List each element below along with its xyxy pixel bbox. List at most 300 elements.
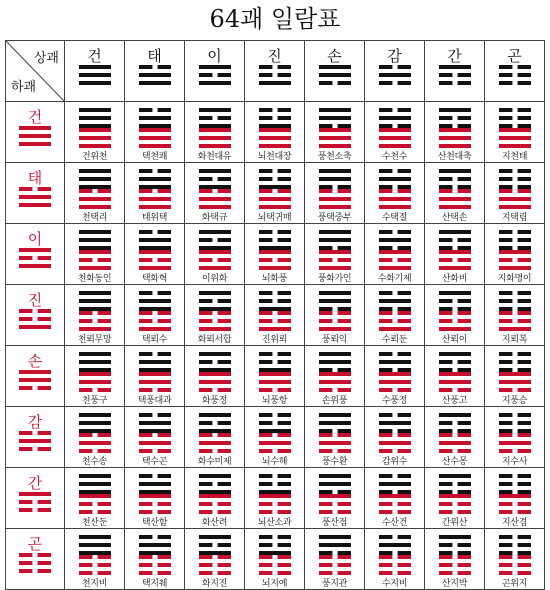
- hexagram-cell: [425, 346, 485, 407]
- hexagram-cell: [125, 224, 185, 285]
- row-trigram-name: 손: [27, 352, 43, 370]
- hexagram-cell: [425, 102, 485, 163]
- upper-trigram-symbol: [199, 108, 231, 128]
- hexagram-name: 수풍정: [381, 396, 408, 406]
- hexagram-cell: [185, 468, 245, 529]
- lower-trigram-symbol: [439, 372, 471, 392]
- lower-trigram-symbol: [139, 189, 171, 209]
- hexagram-name: 화풍정: [201, 396, 228, 406]
- hexagram-name: 풍지관: [321, 579, 348, 589]
- upper-trigram-symbol: [499, 230, 531, 250]
- column-trigram-name: 이: [207, 47, 222, 65]
- upper-trigram-symbol: [319, 535, 351, 555]
- lower-trigram-symbol: [499, 250, 531, 270]
- upper-trigram-symbol: [379, 169, 411, 189]
- hexagram-name: 화수미제: [197, 457, 232, 467]
- hexagram-cell: [305, 285, 365, 346]
- hexagram-cell: [425, 163, 485, 224]
- lower-trigram-symbol: [259, 128, 291, 148]
- upper-trigram-symbol: [259, 108, 291, 128]
- hexagram-cell: [305, 163, 365, 224]
- upper-trigram-symbol: [79, 65, 111, 85]
- column-header: [245, 41, 305, 102]
- row-header: [6, 468, 65, 529]
- hexagram-table: [5, 40, 545, 590]
- lower-trigram-symbol: [79, 372, 111, 392]
- hexagram-cell: [245, 102, 305, 163]
- row-header: [6, 285, 65, 346]
- hexagram-name: 간위산: [441, 518, 468, 528]
- hexagram-cell: [305, 468, 365, 529]
- hexagram-name: 뇌화풍: [261, 274, 288, 284]
- lower-trigram-symbol: [19, 370, 51, 390]
- row-header: [6, 224, 65, 285]
- upper-trigram-symbol: [79, 413, 111, 433]
- hexagram-name: 천지비: [81, 579, 108, 589]
- table-row: [6, 468, 545, 529]
- upper-trigram-symbol: [259, 535, 291, 555]
- column-trigram-name: 간: [447, 47, 462, 65]
- hexagram-name: 손위풍: [321, 396, 348, 406]
- hexagram-cell: [485, 468, 545, 529]
- lower-trigram-symbol: [319, 189, 351, 209]
- hexagram-name: 택풍대과: [137, 396, 172, 406]
- hexagram-name: 수뢰둔: [381, 335, 408, 345]
- lower-trigram-symbol: [19, 492, 51, 512]
- lower-trigram-symbol: [139, 128, 171, 148]
- upper-trigram-symbol: [319, 169, 351, 189]
- hexagram-cell: [365, 346, 425, 407]
- upper-trigram-symbol: [379, 65, 411, 85]
- lower-trigram-symbol: [319, 494, 351, 514]
- lower-trigram-label: 하괘: [11, 80, 37, 95]
- lower-trigram-symbol: [319, 311, 351, 331]
- lower-trigram-symbol: [139, 250, 171, 270]
- upper-trigram-symbol: [139, 291, 171, 311]
- row-header: [6, 163, 65, 224]
- hexagram-cell: [365, 163, 425, 224]
- hexagram-name: 화천대유: [197, 152, 232, 162]
- upper-trigram-symbol: [259, 230, 291, 250]
- lower-trigram-symbol: [79, 311, 111, 331]
- upper-trigram-symbol: [499, 108, 531, 128]
- upper-trigram-symbol: [379, 352, 411, 372]
- column-trigram-name: 손: [327, 47, 342, 65]
- hexagram-name: 지천태: [501, 152, 528, 162]
- upper-trigram-symbol: [79, 169, 111, 189]
- hexagram-cell: [485, 285, 545, 346]
- lower-trigram-symbol: [319, 250, 351, 270]
- upper-trigram-symbol: [139, 474, 171, 494]
- hexagram-cell: [65, 285, 125, 346]
- lower-trigram-symbol: [379, 128, 411, 148]
- upper-trigram-symbol: [499, 535, 531, 555]
- hexagram-name: 수산건: [381, 518, 408, 528]
- row-trigram-name: 진: [27, 291, 43, 309]
- upper-trigram-symbol: [439, 291, 471, 311]
- row-header: [6, 102, 65, 163]
- hexagram-cell: [185, 346, 245, 407]
- hexagram-cell: [245, 468, 305, 529]
- hexagram-cell: [365, 529, 425, 590]
- lower-trigram-symbol: [439, 494, 471, 514]
- lower-trigram-symbol: [499, 433, 531, 453]
- page-title: 64괘 일람표: [209, 5, 341, 33]
- upper-trigram-symbol: [139, 230, 171, 250]
- upper-trigram-symbol: [259, 352, 291, 372]
- lower-trigram-symbol: [259, 311, 291, 331]
- upper-trigram-symbol: [379, 474, 411, 494]
- hexagram-name: 화뢰서합: [197, 335, 232, 345]
- upper-trigram-symbol: [79, 535, 111, 555]
- hexagram-cell: [425, 529, 485, 590]
- upper-trigram-symbol: [499, 65, 531, 85]
- row-trigram-name: 곤: [27, 535, 43, 553]
- column-trigram-name: 진: [267, 47, 282, 65]
- hexagram-cell: [485, 407, 545, 468]
- hexagram-cell: [65, 224, 125, 285]
- lower-trigram-symbol: [19, 553, 51, 573]
- hexagram-cell: [185, 407, 245, 468]
- hexagram-name: 뇌풍항: [261, 396, 288, 406]
- upper-trigram-symbol: [499, 169, 531, 189]
- hexagram-cell: [125, 285, 185, 346]
- table-row: [6, 163, 545, 224]
- lower-trigram-symbol: [139, 311, 171, 331]
- upper-trigram-symbol: [259, 65, 291, 85]
- hexagram-cell: [485, 224, 545, 285]
- table-row: [6, 346, 545, 407]
- upper-trigram-symbol: [499, 413, 531, 433]
- hexagram-name: 지택림: [501, 213, 528, 223]
- upper-trigram-symbol: [139, 352, 171, 372]
- upper-trigram-symbol: [439, 352, 471, 372]
- upper-trigram-symbol: [199, 474, 231, 494]
- hexagram-name: 택지췌: [141, 579, 168, 589]
- hexagram-name: 뇌수해: [261, 457, 288, 467]
- hexagram-cell: [425, 407, 485, 468]
- upper-trigram-symbol: [319, 230, 351, 250]
- hexagram-cell: [65, 468, 125, 529]
- hexagram-name: 감위수: [381, 457, 408, 467]
- hexagram-name: 풍택중부: [317, 213, 352, 223]
- hexagram-name: 지뢰복: [501, 335, 528, 345]
- upper-trigram-symbol: [439, 65, 471, 85]
- lower-trigram-symbol: [79, 555, 111, 575]
- table-row: [6, 529, 545, 590]
- hexagram-cell: [485, 102, 545, 163]
- hexagram-name: 택산함: [141, 518, 168, 528]
- lower-trigram-symbol: [199, 555, 231, 575]
- hexagram-cell: [65, 163, 125, 224]
- column-trigram-name: 감: [387, 47, 402, 65]
- lower-trigram-symbol: [499, 189, 531, 209]
- lower-trigram-symbol: [19, 309, 51, 329]
- lower-trigram-symbol: [199, 250, 231, 270]
- hexagram-name: 택수곤: [141, 457, 168, 467]
- hexagram-cell: [185, 285, 245, 346]
- upper-trigram-symbol: [199, 230, 231, 250]
- lower-trigram-symbol: [79, 433, 111, 453]
- lower-trigram-symbol: [439, 311, 471, 331]
- hexagram-cell: [485, 529, 545, 590]
- hexagram-name: 산천대축: [437, 152, 472, 162]
- lower-trigram-symbol: [379, 189, 411, 209]
- hexagram-name: 풍화가인: [317, 274, 352, 284]
- upper-trigram-symbol: [79, 474, 111, 494]
- hexagram-name: 천산둔: [81, 518, 108, 528]
- hexagram-name: 택뢰수: [141, 335, 168, 345]
- lower-trigram-symbol: [139, 433, 171, 453]
- upper-trigram-symbol: [139, 169, 171, 189]
- lower-trigram-symbol: [19, 248, 51, 268]
- upper-trigram-symbol: [319, 474, 351, 494]
- hexagram-cell: [365, 102, 425, 163]
- lower-trigram-symbol: [439, 555, 471, 575]
- hexagram-cell: [245, 224, 305, 285]
- lower-trigram-symbol: [199, 433, 231, 453]
- hexagram-cell: [245, 346, 305, 407]
- row-header: [6, 407, 65, 468]
- upper-trigram-symbol: [499, 291, 531, 311]
- upper-trigram-symbol: [199, 535, 231, 555]
- hexagram-cell: [365, 468, 425, 529]
- lower-trigram-symbol: [79, 128, 111, 148]
- hexagram-cell: [65, 102, 125, 163]
- upper-trigram-symbol: [499, 352, 531, 372]
- lower-trigram-symbol: [139, 494, 171, 514]
- upper-trigram-symbol: [79, 108, 111, 128]
- table-row: [6, 224, 545, 285]
- upper-trigram-symbol: [139, 65, 171, 85]
- hexagram-name: 산수몽: [441, 457, 468, 467]
- table-row: [6, 407, 545, 468]
- hexagram-name: 지수사: [501, 457, 528, 467]
- hexagram-name: 화택규: [201, 213, 228, 223]
- hexagram-cell: [125, 407, 185, 468]
- lower-trigram-symbol: [319, 128, 351, 148]
- hexagram-name: 지산겸: [501, 518, 528, 528]
- row-trigram-name: 간: [27, 474, 43, 492]
- lower-trigram-symbol: [379, 494, 411, 514]
- lower-trigram-symbol: [379, 433, 411, 453]
- lower-trigram-symbol: [439, 128, 471, 148]
- lower-trigram-symbol: [79, 494, 111, 514]
- hexagram-name: 이위화: [201, 274, 228, 284]
- lower-trigram-symbol: [439, 189, 471, 209]
- upper-trigram-symbol: [319, 65, 351, 85]
- hexagram-name: 수택절: [381, 213, 408, 223]
- hexagram-name: 천풍구: [81, 396, 108, 406]
- upper-trigram-symbol: [379, 291, 411, 311]
- hexagram-cell: [425, 224, 485, 285]
- lower-trigram-symbol: [79, 189, 111, 209]
- upper-trigram-symbol: [79, 352, 111, 372]
- column-header: [365, 41, 425, 102]
- hexagram-cell: [305, 102, 365, 163]
- upper-trigram-symbol: [199, 352, 231, 372]
- upper-trigram-symbol: [139, 535, 171, 555]
- lower-trigram-symbol: [439, 433, 471, 453]
- lower-trigram-symbol: [439, 250, 471, 270]
- hexagram-cell: [185, 102, 245, 163]
- row-trigram-name: 이: [27, 230, 43, 248]
- upper-trigram-symbol: [139, 108, 171, 128]
- upper-trigram-symbol: [439, 413, 471, 433]
- hexagram-name: 풍산점: [321, 518, 348, 528]
- upper-trigram-symbol: [439, 169, 471, 189]
- lower-trigram-symbol: [19, 187, 51, 207]
- hexagram-name: 풍뢰익: [321, 335, 348, 345]
- lower-trigram-symbol: [199, 494, 231, 514]
- upper-trigram-symbol: [319, 413, 351, 433]
- hexagram-cell: [125, 163, 185, 224]
- hexagram-name: 건위천: [81, 152, 108, 162]
- lower-trigram-symbol: [139, 555, 171, 575]
- lower-trigram-symbol: [19, 126, 51, 146]
- hexagram-cell: [485, 346, 545, 407]
- hexagram-cell: [245, 529, 305, 590]
- column-header: [485, 41, 545, 102]
- upper-trigram-symbol: [319, 352, 351, 372]
- hexagram-cell: [125, 102, 185, 163]
- hexagram-name: 뇌지예: [261, 579, 288, 589]
- upper-trigram-symbol: [259, 169, 291, 189]
- upper-trigram-symbol: [199, 65, 231, 85]
- hexagram-name: 풍천소축: [317, 152, 352, 162]
- lower-trigram-symbol: [319, 372, 351, 392]
- lower-trigram-symbol: [199, 311, 231, 331]
- upper-trigram-symbol: [199, 291, 231, 311]
- hexagram-cell: [125, 529, 185, 590]
- row-trigram-name: 건: [27, 108, 43, 126]
- hexagram-name: 곤위지: [501, 579, 528, 589]
- lower-trigram-symbol: [499, 128, 531, 148]
- hexagram-name: 천화동인: [77, 274, 112, 284]
- hexagram-cell: [425, 468, 485, 529]
- column-trigram-name: 태: [147, 47, 162, 65]
- lower-trigram-symbol: [259, 189, 291, 209]
- lower-trigram-symbol: [199, 372, 231, 392]
- hexagram-cell: [125, 346, 185, 407]
- upper-trigram-symbol: [79, 291, 111, 311]
- hexagram-name: 지풍승: [501, 396, 528, 406]
- upper-trigram-label: 상괘: [33, 51, 59, 66]
- lower-trigram-symbol: [379, 311, 411, 331]
- corner-cell: [6, 41, 65, 102]
- hexagram-cell: [305, 346, 365, 407]
- lower-trigram-symbol: [319, 433, 351, 453]
- hexagram-cell: [485, 163, 545, 224]
- hexagram-name: 풍수환: [321, 457, 348, 467]
- lower-trigram-symbol: [139, 372, 171, 392]
- upper-trigram-symbol: [139, 413, 171, 433]
- upper-trigram-symbol: [199, 413, 231, 433]
- row-trigram-name: 태: [27, 169, 43, 187]
- lower-trigram-symbol: [199, 128, 231, 148]
- hexagram-name: 천수송: [81, 457, 108, 467]
- hexagram-name: 택화혁: [141, 274, 168, 284]
- column-trigram-name: 곤: [507, 47, 522, 65]
- hexagram-cell: [185, 163, 245, 224]
- upper-trigram-symbol: [439, 474, 471, 494]
- header-row: [6, 41, 545, 102]
- lower-trigram-symbol: [319, 555, 351, 575]
- upper-trigram-symbol: [319, 291, 351, 311]
- hexagram-name: 화산려: [201, 518, 228, 528]
- column-header: [185, 41, 245, 102]
- upper-trigram-symbol: [259, 474, 291, 494]
- upper-trigram-symbol: [319, 108, 351, 128]
- table-row: [6, 285, 545, 346]
- hexagram-name: 화지진: [201, 579, 228, 589]
- hexagram-cell: [65, 346, 125, 407]
- hexagram-name: 천뢰무망: [77, 335, 112, 345]
- lower-trigram-symbol: [499, 372, 531, 392]
- lower-trigram-symbol: [79, 250, 111, 270]
- upper-trigram-symbol: [79, 230, 111, 250]
- upper-trigram-symbol: [259, 413, 291, 433]
- lower-trigram-symbol: [379, 555, 411, 575]
- hexagram-name: 수천수: [381, 152, 408, 162]
- lower-trigram-symbol: [259, 555, 291, 575]
- hexagram-name: 뇌택귀매: [257, 213, 292, 223]
- column-header: [65, 41, 125, 102]
- hexagram-cell: [305, 529, 365, 590]
- hexagram-name: 택천쾌: [141, 152, 168, 162]
- hexagram-name: 뇌산소과: [257, 518, 292, 528]
- hexagram-cell: [185, 529, 245, 590]
- lower-trigram-symbol: [499, 555, 531, 575]
- hexagram-cell: [65, 529, 125, 590]
- hexagram-cell: [245, 163, 305, 224]
- hexagram-cell: [425, 285, 485, 346]
- hexagram-name: 산택손: [441, 213, 468, 223]
- hexagram-name: 산지박: [441, 579, 468, 589]
- upper-trigram-symbol: [379, 413, 411, 433]
- hexagram-cell: [305, 224, 365, 285]
- hexagram-cell: [365, 407, 425, 468]
- upper-trigram-symbol: [379, 108, 411, 128]
- hexagram-name: 천택리: [81, 213, 108, 223]
- column-trigram-name: 건: [87, 47, 102, 65]
- lower-trigram-symbol: [499, 494, 531, 514]
- hexagram-cell: [245, 407, 305, 468]
- hexagram-cell: [125, 468, 185, 529]
- lower-trigram-symbol: [259, 494, 291, 514]
- lower-trigram-symbol: [499, 311, 531, 331]
- hexagram-name: 수화기제: [377, 274, 412, 284]
- hexagram-name: 뇌천대장: [257, 152, 292, 162]
- hexagram-name: 산뢰이: [441, 335, 468, 345]
- lower-trigram-symbol: [259, 250, 291, 270]
- hexagram-name: 지화명이: [497, 274, 532, 284]
- upper-trigram-symbol: [199, 169, 231, 189]
- lower-trigram-symbol: [379, 250, 411, 270]
- hexagram-name: 태위택: [141, 213, 168, 223]
- column-header: [425, 41, 485, 102]
- hexagram-name: 산풍고: [441, 396, 468, 406]
- hexagram-name: 진위뢰: [261, 335, 288, 345]
- column-header: [125, 41, 185, 102]
- upper-trigram-symbol: [259, 291, 291, 311]
- row-header: [6, 346, 65, 407]
- hexagram-cell: [365, 285, 425, 346]
- hexagram-name: 수지비: [381, 579, 408, 589]
- hexagram-cell: [365, 224, 425, 285]
- lower-trigram-symbol: [19, 431, 51, 451]
- hexagram-cell: [245, 285, 305, 346]
